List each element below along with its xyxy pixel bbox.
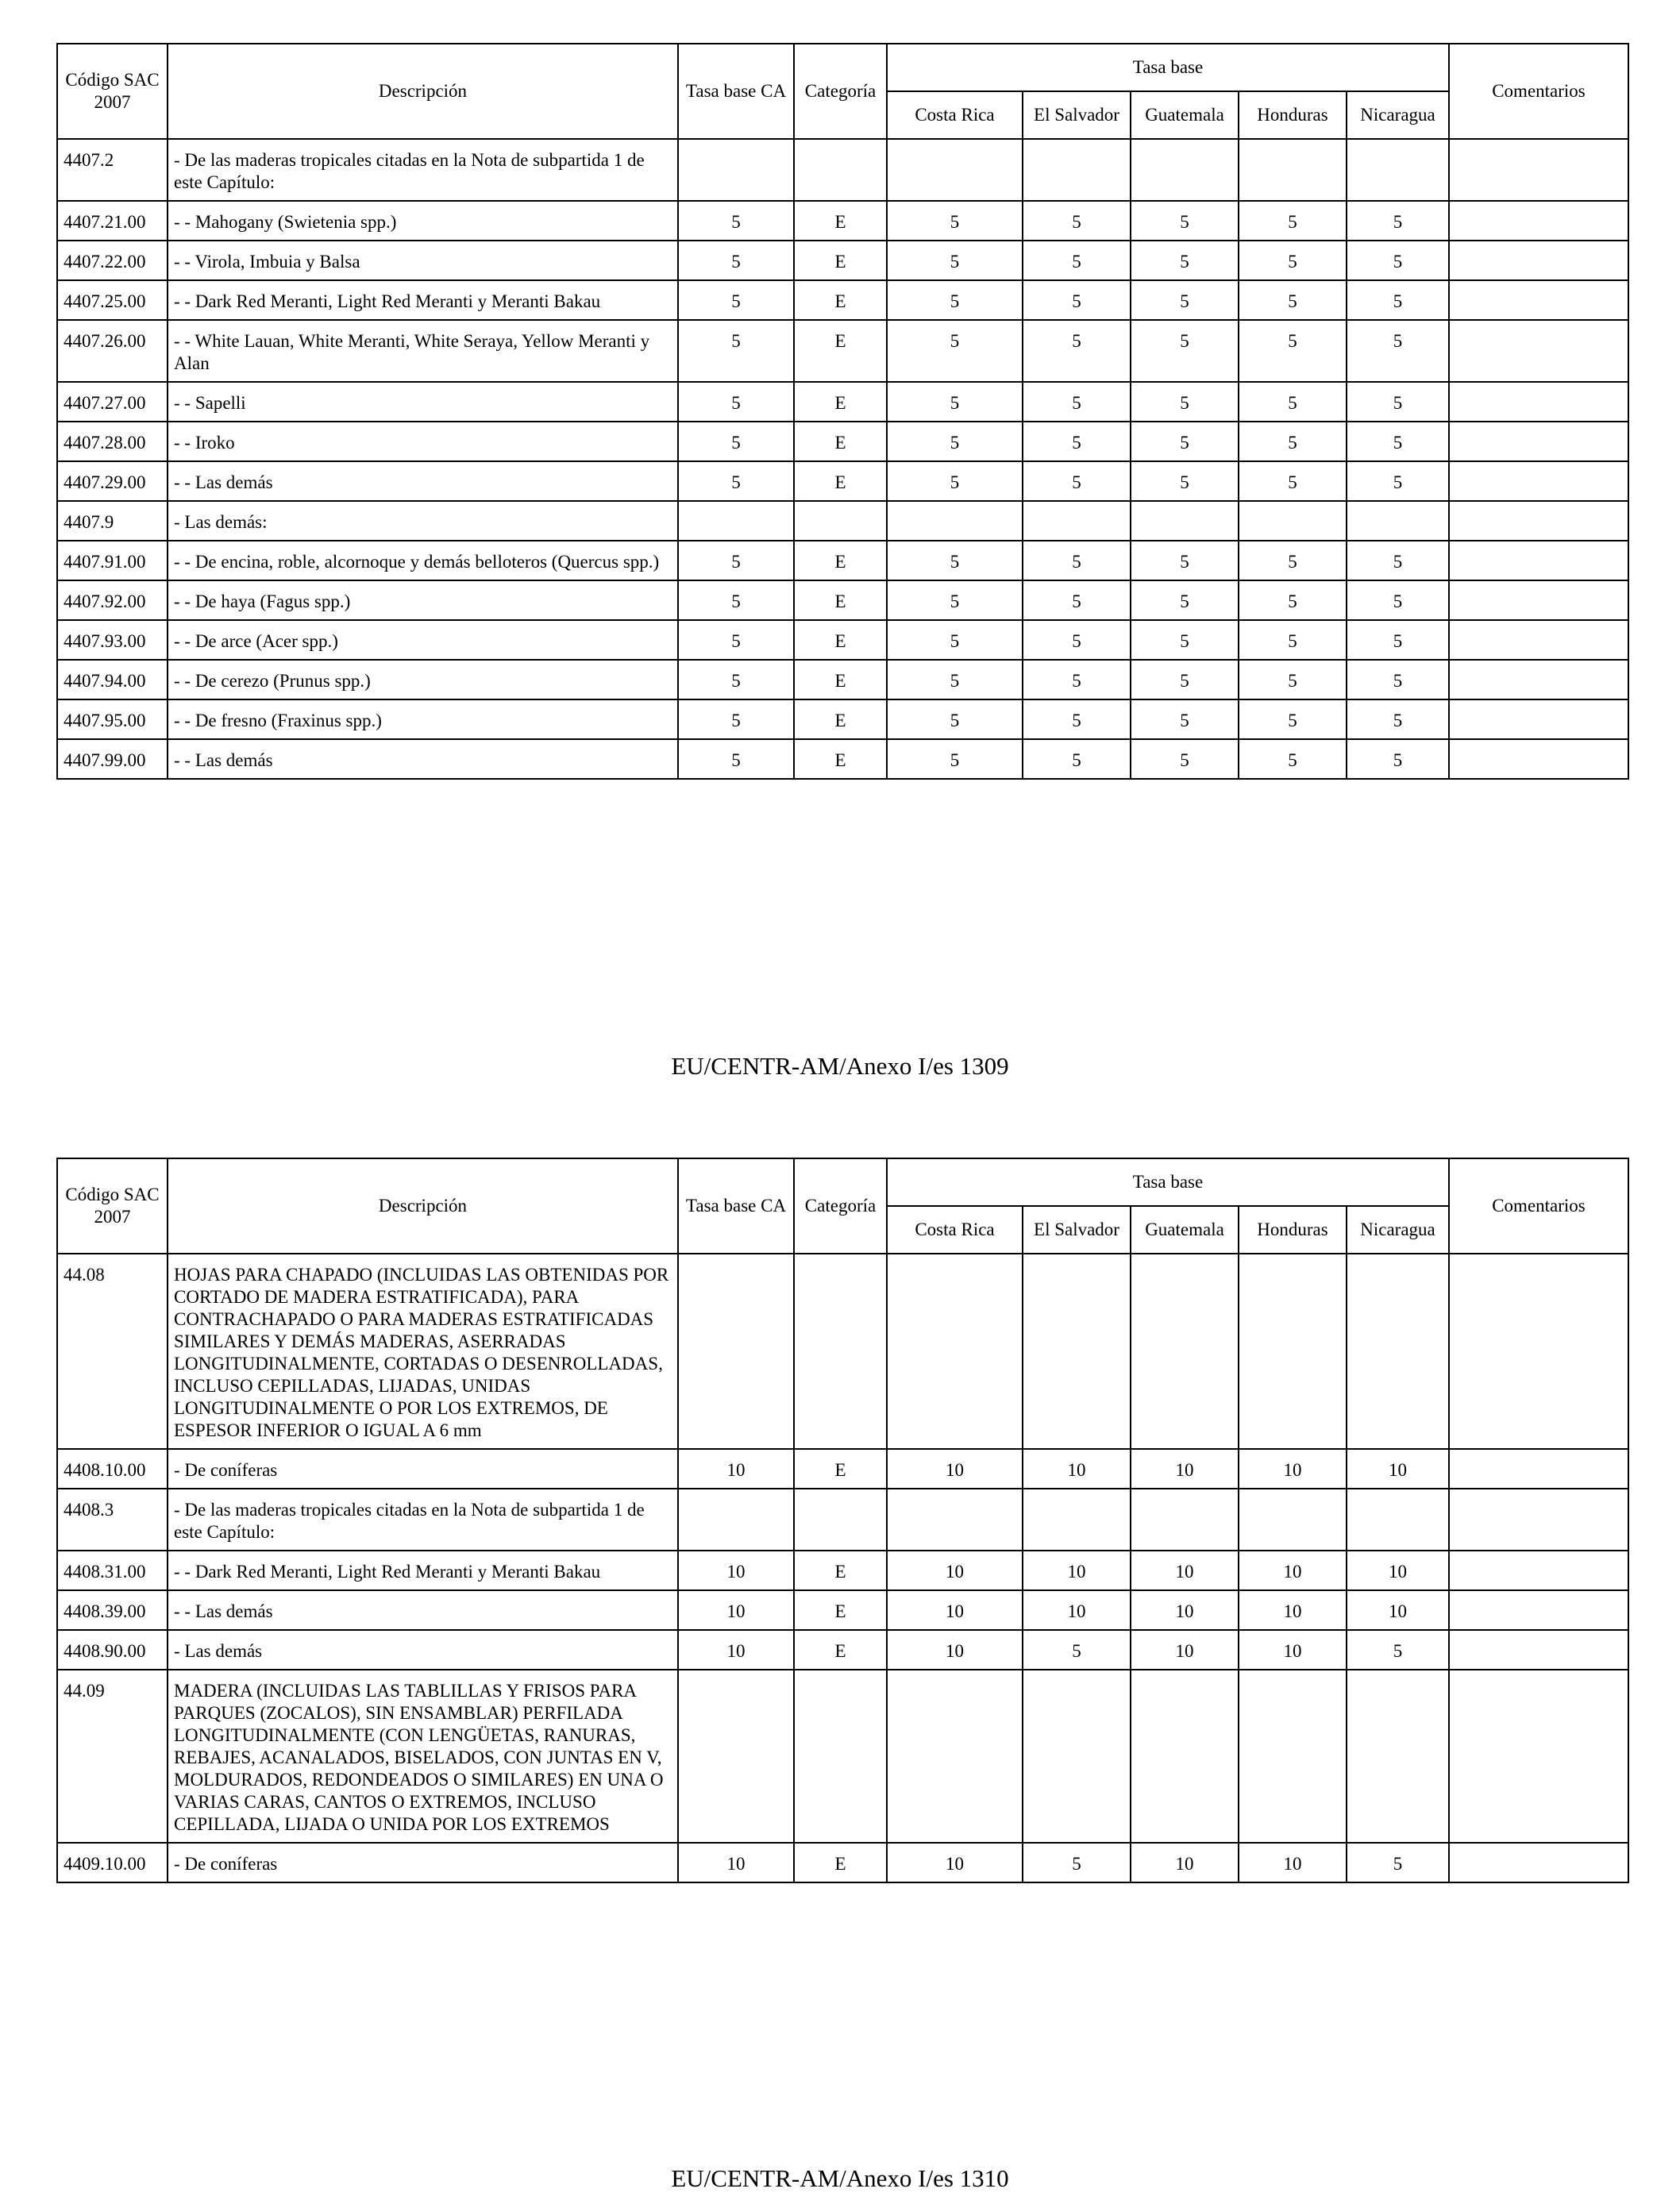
cell-guatemala: 10 (1131, 1630, 1239, 1670)
header-country: Guatemala (1131, 1206, 1239, 1254)
cell-code: 44.09 (57, 1670, 168, 1843)
cell-comentarios (1449, 320, 1628, 382)
cell-costa-rica (887, 1670, 1023, 1843)
cell-tasa-base-ca: 10 (678, 1590, 794, 1630)
cell-el-salvador: 5 (1023, 320, 1131, 382)
cell-tasa-base-ca: 5 (678, 739, 794, 779)
cell-el-salvador: 5 (1023, 1843, 1131, 1882)
cell-honduras: 5 (1239, 461, 1347, 501)
cell-el-salvador: 5 (1023, 541, 1131, 580)
cell-categoria: E (794, 422, 887, 461)
cell-honduras: 5 (1239, 739, 1347, 779)
cell-code: 4408.31.00 (57, 1551, 168, 1590)
cell-tasa-base-ca: 5 (678, 461, 794, 501)
cell-description: - - Las demás (168, 1590, 678, 1630)
cell-description: HOJAS PARA CHAPADO (INCLUIDAS LAS OBTENIDAS POR CORTADO DE MADERA ESTRATIFICADA), PARA CONTRACHAPADO O PARA MADERAS ESTRATIFICADAS SIMILARES Y DEMÁS MADERAS, ASERRADAS LONGITUDINALMENTE, CORTADAS O DESENROLLADAS, INCLUSO CEPILLADAS, LIJADAS, UNIDAS LONGITUDINALMENTE O POR LOS EXTREMOS, DE ESPESOR INFERIOR O IGUAL A 6 mm (168, 1254, 678, 1449)
cell-honduras: 10 (1239, 1551, 1347, 1590)
cell-description: - - Dark Red Meranti, Light Red Meranti y Meranti Bakau (168, 1551, 678, 1590)
cell-categoria: E (794, 541, 887, 580)
cell-guatemala: 5 (1131, 461, 1239, 501)
table-row (57, 1489, 1628, 1551)
cell-description: - - Mahogany (Swietenia spp.) (168, 201, 678, 241)
cell-guatemala: 5 (1131, 699, 1239, 739)
cell-costa-rica: 5 (887, 660, 1023, 699)
cell-tasa-base-ca (678, 501, 794, 541)
table-row (57, 501, 1628, 541)
cell-nicaragua: 5 (1347, 461, 1449, 501)
cell-code: 4408.10.00 (57, 1449, 168, 1489)
cell-categoria: E (794, 739, 887, 779)
cell-categoria: E (794, 580, 887, 620)
table-row (57, 1670, 1628, 1843)
cell-guatemala: 5 (1131, 241, 1239, 280)
cell-honduras (1239, 139, 1347, 201)
tariff-table-2 (56, 1158, 1629, 1883)
cell-tasa-base-ca: 5 (678, 422, 794, 461)
cell-honduras: 5 (1239, 699, 1347, 739)
cell-categoria: E (794, 461, 887, 501)
table-row (57, 422, 1628, 461)
header-country: El Salvador (1023, 1206, 1131, 1254)
cell-tasa-base-ca: 5 (678, 320, 794, 382)
cell-nicaragua: 5 (1347, 620, 1449, 660)
cell-costa-rica (887, 501, 1023, 541)
cell-comentarios (1449, 1489, 1628, 1551)
cell-tasa-base-ca: 5 (678, 241, 794, 280)
cell-costa-rica: 5 (887, 422, 1023, 461)
cell-comentarios (1449, 241, 1628, 280)
cell-code: 4407.95.00 (57, 699, 168, 739)
cell-el-salvador: 5 (1023, 660, 1131, 699)
cell-el-salvador (1023, 1254, 1131, 1449)
table-row (57, 699, 1628, 739)
cell-comentarios (1449, 422, 1628, 461)
header-country: Costa Rica (887, 1206, 1023, 1254)
cell-nicaragua: 5 (1347, 241, 1449, 280)
cell-el-salvador: 5 (1023, 422, 1131, 461)
cell-honduras: 5 (1239, 241, 1347, 280)
cell-el-salvador: 5 (1023, 241, 1131, 280)
table-row (57, 580, 1628, 620)
cell-honduras: 5 (1239, 660, 1347, 699)
cell-comentarios (1449, 699, 1628, 739)
cell-costa-rica: 10 (887, 1590, 1023, 1630)
cell-guatemala (1131, 501, 1239, 541)
cell-nicaragua: 5 (1347, 1843, 1449, 1882)
cell-code: 4407.93.00 (57, 620, 168, 660)
table-row (57, 1254, 1628, 1449)
table-row (57, 1630, 1628, 1670)
cell-el-salvador (1023, 1670, 1131, 1843)
cell-description: - - Las demás (168, 739, 678, 779)
cell-tasa-base-ca (678, 1254, 794, 1449)
cell-categoria: E (794, 241, 887, 280)
table-row (57, 139, 1628, 201)
cell-comentarios (1449, 1670, 1628, 1843)
cell-categoria: E (794, 201, 887, 241)
cell-costa-rica: 10 (887, 1630, 1023, 1670)
cell-honduras: 10 (1239, 1843, 1347, 1882)
cell-costa-rica: 10 (887, 1551, 1023, 1590)
cell-tasa-base-ca: 10 (678, 1630, 794, 1670)
cell-costa-rica: 5 (887, 620, 1023, 660)
cell-nicaragua: 10 (1347, 1551, 1449, 1590)
cell-code: 4407.99.00 (57, 739, 168, 779)
cell-costa-rica: 10 (887, 1449, 1023, 1489)
cell-el-salvador: 10 (1023, 1590, 1131, 1630)
cell-categoria: E (794, 699, 887, 739)
cell-categoria: E (794, 620, 887, 660)
cell-guatemala (1131, 1254, 1239, 1449)
cell-tasa-base-ca: 5 (678, 620, 794, 660)
cell-nicaragua: 5 (1347, 280, 1449, 320)
cell-comentarios (1449, 1254, 1628, 1449)
cell-code: 4407.29.00 (57, 461, 168, 501)
cell-description: - - Dark Red Meranti, Light Red Meranti y Meranti Bakau (168, 280, 678, 320)
cell-el-salvador: 5 (1023, 580, 1131, 620)
cell-code: 4407.2 (57, 139, 168, 201)
cell-categoria: E (794, 320, 887, 382)
cell-comentarios (1449, 1630, 1628, 1670)
cell-costa-rica: 5 (887, 739, 1023, 779)
cell-code: 4407.91.00 (57, 541, 168, 580)
cell-categoria (794, 1670, 887, 1843)
cell-description: - - White Lauan, White Meranti, White Seraya, Yellow Meranti y Alan (168, 320, 678, 382)
table-row (57, 620, 1628, 660)
cell-comentarios (1449, 660, 1628, 699)
cell-description: - - Iroko (168, 422, 678, 461)
page-footer: EU/CENTR-AM/Anexo I/es 1309 (671, 1052, 1009, 1080)
header-country: Honduras (1239, 91, 1347, 139)
cell-el-salvador: 5 (1023, 280, 1131, 320)
cell-costa-rica (887, 1489, 1023, 1551)
cell-description: - - De cerezo (Prunus spp.) (168, 660, 678, 699)
table-row (57, 320, 1628, 382)
cell-guatemala: 5 (1131, 320, 1239, 382)
cell-guatemala: 10 (1131, 1449, 1239, 1489)
cell-tasa-base-ca (678, 1489, 794, 1551)
cell-honduras (1239, 1254, 1347, 1449)
cell-comentarios (1449, 280, 1628, 320)
table-row (57, 382, 1628, 422)
cell-categoria (794, 501, 887, 541)
header-country: El Salvador (1023, 91, 1131, 139)
cell-tasa-base-ca: 5 (678, 382, 794, 422)
cell-honduras: 5 (1239, 580, 1347, 620)
cell-tasa-base-ca (678, 139, 794, 201)
cell-code: 4408.3 (57, 1489, 168, 1551)
cell-el-salvador: 5 (1023, 1630, 1131, 1670)
cell-comentarios (1449, 139, 1628, 201)
cell-honduras: 5 (1239, 422, 1347, 461)
cell-comentarios (1449, 1449, 1628, 1489)
cell-description: - De las maderas tropicales citadas en la Nota de subpartida 1 de este Capítulo: (168, 139, 678, 201)
header-tasa-base: Tasa base (887, 1158, 1449, 1206)
cell-nicaragua (1347, 139, 1449, 201)
header-categoria: Categoría (794, 44, 887, 139)
header-tasa-base: Tasa base (887, 44, 1449, 91)
cell-el-salvador: 5 (1023, 461, 1131, 501)
cell-nicaragua (1347, 501, 1449, 541)
cell-costa-rica: 10 (887, 1843, 1023, 1882)
cell-costa-rica: 5 (887, 461, 1023, 501)
cell-guatemala: 5 (1131, 201, 1239, 241)
cell-comentarios (1449, 580, 1628, 620)
cell-categoria: E (794, 1630, 887, 1670)
cell-description: - - Virola, Imbuia y Balsa (168, 241, 678, 280)
cell-honduras: 5 (1239, 541, 1347, 580)
cell-tasa-base-ca: 10 (678, 1551, 794, 1590)
cell-categoria: E (794, 1590, 887, 1630)
cell-code: 4407.25.00 (57, 280, 168, 320)
cell-nicaragua: 5 (1347, 541, 1449, 580)
cell-honduras (1239, 1489, 1347, 1551)
cell-guatemala: 5 (1131, 541, 1239, 580)
header-country: Guatemala (1131, 91, 1239, 139)
cell-nicaragua: 5 (1347, 580, 1449, 620)
page-footer: EU/CENTR-AM/Anexo I/es 1310 (671, 2164, 1009, 2192)
cell-comentarios (1449, 1843, 1628, 1882)
cell-code: 4407.21.00 (57, 201, 168, 241)
header-categoria: Categoría (794, 1158, 887, 1254)
cell-code: 4407.92.00 (57, 580, 168, 620)
cell-code: 4408.90.00 (57, 1630, 168, 1670)
tariff-table-1 (56, 43, 1629, 780)
header-descripcion: Descripción (168, 44, 678, 139)
cell-tasa-base-ca: 5 (678, 201, 794, 241)
cell-guatemala: 10 (1131, 1590, 1239, 1630)
cell-description: - - De encina, roble, alcornoque y demás belloteros (Quercus spp.) (168, 541, 678, 580)
cell-comentarios (1449, 461, 1628, 501)
cell-code: 4407.22.00 (57, 241, 168, 280)
cell-categoria: E (794, 1551, 887, 1590)
cell-costa-rica: 5 (887, 580, 1023, 620)
cell-guatemala (1131, 1670, 1239, 1843)
cell-comentarios (1449, 739, 1628, 779)
table-row (57, 241, 1628, 280)
cell-nicaragua (1347, 1489, 1449, 1551)
table-row (57, 1590, 1628, 1630)
cell-description: - De coníferas (168, 1843, 678, 1882)
cell-honduras: 5 (1239, 382, 1347, 422)
cell-description: - De las maderas tropicales citadas en la Nota de subpartida 1 de este Capítulo: (168, 1489, 678, 1551)
cell-categoria (794, 1254, 887, 1449)
cell-guatemala: 5 (1131, 739, 1239, 779)
cell-honduras: 5 (1239, 280, 1347, 320)
header-codigo: Código SAC 2007 (57, 44, 168, 139)
header-descripcion: Descripción (168, 1158, 678, 1254)
cell-code: 44.08 (57, 1254, 168, 1449)
cell-el-salvador: 10 (1023, 1551, 1131, 1590)
cell-categoria: E (794, 382, 887, 422)
cell-code: 4407.94.00 (57, 660, 168, 699)
cell-el-salvador (1023, 139, 1131, 201)
cell-nicaragua (1347, 1254, 1449, 1449)
cell-code: 4407.9 (57, 501, 168, 541)
cell-tasa-base-ca: 10 (678, 1449, 794, 1489)
header-comentarios: Comentarios (1449, 44, 1628, 139)
cell-honduras: 5 (1239, 320, 1347, 382)
cell-honduras (1239, 501, 1347, 541)
cell-nicaragua: 5 (1347, 422, 1449, 461)
cell-categoria: E (794, 660, 887, 699)
header-codigo: Código SAC 2007 (57, 1158, 168, 1254)
table-row (57, 461, 1628, 501)
cell-honduras: 5 (1239, 201, 1347, 241)
cell-costa-rica: 5 (887, 699, 1023, 739)
cell-description: MADERA (INCLUIDAS LAS TABLILLAS Y FRISOS PARA PARQUES (ZOCALOS), SIN ENSAMBLAR) PERFILADA LONGITUDINALMENTE (CON LENGÜETAS, RANURAS, REBAJES, ACANALADOS, BISELADOS, CON JUNTAS EN V, MOLDURADOS, REDONDEADOS O SIMILARES) EN UNA O VARIAS CARAS, CANTOS O EXTREMOS, INCLUSO CEPILLADA, LIJADA O UNIDA POR LOS EXTREMOS (168, 1670, 678, 1843)
header-country: Honduras (1239, 1206, 1347, 1254)
cell-description: - - De arce (Acer spp.) (168, 620, 678, 660)
header-tasa-base-ca: Tasa base CA (678, 44, 794, 139)
cell-tasa-base-ca (678, 1670, 794, 1843)
cell-code: 4407.27.00 (57, 382, 168, 422)
cell-costa-rica: 5 (887, 241, 1023, 280)
cell-categoria: E (794, 1843, 887, 1882)
cell-el-salvador: 5 (1023, 201, 1131, 241)
cell-guatemala: 5 (1131, 660, 1239, 699)
cell-guatemala: 5 (1131, 422, 1239, 461)
cell-comentarios (1449, 382, 1628, 422)
header-country: Nicaragua (1347, 91, 1449, 139)
cell-nicaragua: 5 (1347, 739, 1449, 779)
cell-categoria: E (794, 280, 887, 320)
cell-description: - De coníferas (168, 1449, 678, 1489)
cell-tasa-base-ca: 5 (678, 699, 794, 739)
header-comentarios: Comentarios (1449, 1158, 1628, 1254)
header-country: Costa Rica (887, 91, 1023, 139)
cell-code: 4407.26.00 (57, 320, 168, 382)
cell-el-salvador: 5 (1023, 382, 1131, 422)
table-row (57, 280, 1628, 320)
cell-comentarios (1449, 541, 1628, 580)
cell-guatemala (1131, 1489, 1239, 1551)
cell-guatemala (1131, 139, 1239, 201)
cell-nicaragua: 5 (1347, 1630, 1449, 1670)
cell-guatemala: 10 (1131, 1551, 1239, 1590)
cell-code: 4408.39.00 (57, 1590, 168, 1630)
cell-comentarios (1449, 620, 1628, 660)
cell-costa-rica: 5 (887, 541, 1023, 580)
cell-tasa-base-ca: 5 (678, 660, 794, 699)
cell-comentarios (1449, 1590, 1628, 1630)
cell-guatemala: 5 (1131, 620, 1239, 660)
cell-tasa-base-ca: 10 (678, 1843, 794, 1882)
cell-el-salvador (1023, 1489, 1131, 1551)
cell-description: - Las demás: (168, 501, 678, 541)
cell-costa-rica: 5 (887, 320, 1023, 382)
cell-nicaragua: 10 (1347, 1449, 1449, 1489)
cell-tasa-base-ca: 5 (678, 580, 794, 620)
cell-tasa-base-ca: 5 (678, 280, 794, 320)
header-country: Nicaragua (1347, 1206, 1449, 1254)
cell-costa-rica (887, 139, 1023, 201)
cell-guatemala: 5 (1131, 382, 1239, 422)
cell-categoria (794, 139, 887, 201)
table-row (57, 1551, 1628, 1590)
cell-el-salvador: 5 (1023, 620, 1131, 660)
cell-costa-rica: 5 (887, 201, 1023, 241)
cell-costa-rica (887, 1254, 1023, 1449)
cell-honduras: 10 (1239, 1449, 1347, 1489)
cell-guatemala: 5 (1131, 580, 1239, 620)
cell-nicaragua (1347, 1670, 1449, 1843)
cell-categoria (794, 1489, 887, 1551)
cell-nicaragua: 5 (1347, 201, 1449, 241)
cell-honduras: 10 (1239, 1630, 1347, 1670)
cell-el-salvador: 10 (1023, 1449, 1131, 1489)
cell-description: - - De fresno (Fraxinus spp.) (168, 699, 678, 739)
cell-nicaragua: 5 (1347, 660, 1449, 699)
cell-guatemala: 10 (1131, 1843, 1239, 1882)
cell-description: - - Sapelli (168, 382, 678, 422)
cell-el-salvador: 5 (1023, 739, 1131, 779)
table-row (57, 201, 1628, 241)
cell-nicaragua: 5 (1347, 699, 1449, 739)
cell-tasa-base-ca: 5 (678, 541, 794, 580)
cell-costa-rica: 5 (887, 280, 1023, 320)
cell-el-salvador: 5 (1023, 699, 1131, 739)
cell-el-salvador (1023, 501, 1131, 541)
cell-nicaragua: 5 (1347, 382, 1449, 422)
cell-comentarios (1449, 501, 1628, 541)
table-row (57, 660, 1628, 699)
cell-categoria: E (794, 1449, 887, 1489)
cell-honduras (1239, 1670, 1347, 1843)
cell-honduras: 10 (1239, 1590, 1347, 1630)
table-row (57, 739, 1628, 779)
table-row (57, 1449, 1628, 1489)
cell-nicaragua: 5 (1347, 320, 1449, 382)
table-row (57, 541, 1628, 580)
cell-comentarios (1449, 1551, 1628, 1590)
cell-description: - - Las demás (168, 461, 678, 501)
cell-costa-rica: 5 (887, 382, 1023, 422)
cell-code: 4407.28.00 (57, 422, 168, 461)
cell-description: - Las demás (168, 1630, 678, 1670)
table-row (57, 1843, 1628, 1882)
cell-honduras: 5 (1239, 620, 1347, 660)
cell-nicaragua: 10 (1347, 1590, 1449, 1630)
cell-description: - - De haya (Fagus spp.) (168, 580, 678, 620)
cell-code: 4409.10.00 (57, 1843, 168, 1882)
cell-comentarios (1449, 201, 1628, 241)
header-tasa-base-ca: Tasa base CA (678, 1158, 794, 1254)
cell-guatemala: 5 (1131, 280, 1239, 320)
